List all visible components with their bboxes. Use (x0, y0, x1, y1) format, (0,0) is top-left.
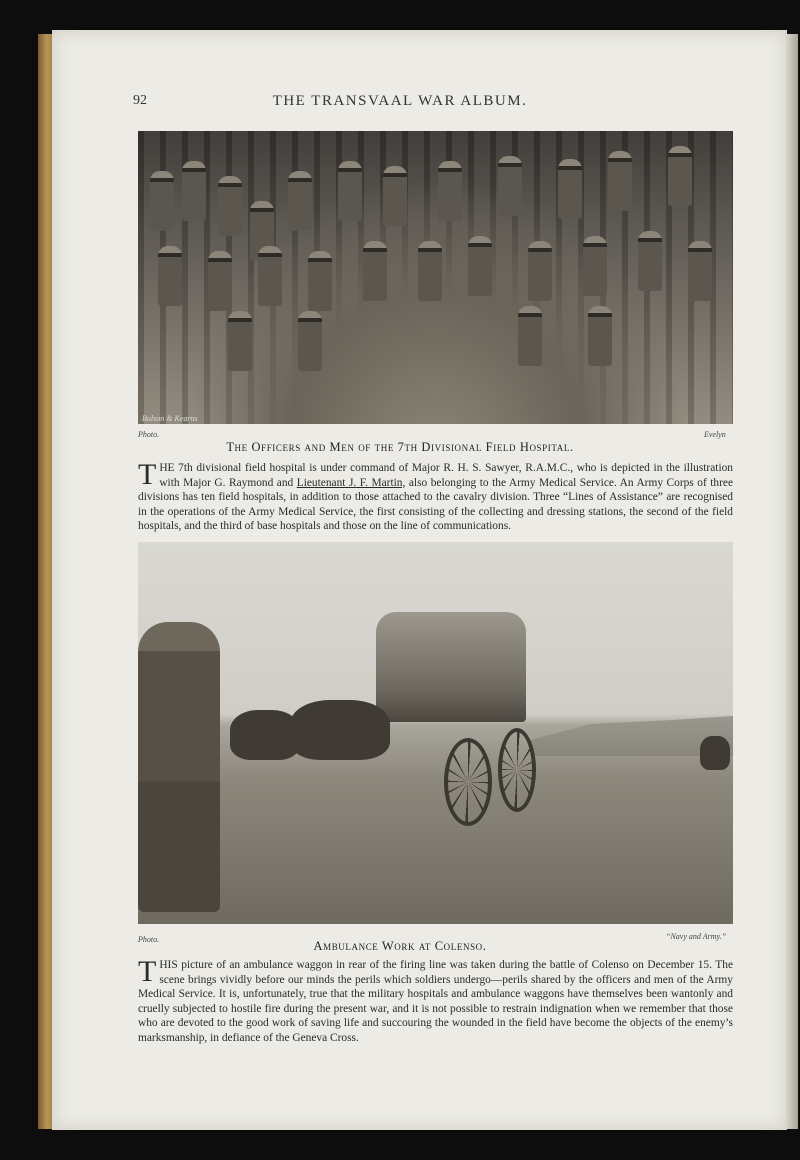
photo-credit-right: Evelyn (704, 430, 726, 439)
soldier-figure (338, 161, 362, 221)
soldier-figure (438, 161, 462, 221)
soldier-figure (688, 241, 712, 301)
paragraph-text: HE 7th divisional field hospital is under command of Major R. H. S. Sawyer, R.A.M.C., who is depicted in the illustration with Major G. Raymond and (159, 462, 733, 489)
mule (290, 700, 390, 760)
page-header (0, 93, 800, 113)
soldier-figure (528, 241, 552, 301)
soldier-figure (298, 311, 322, 371)
photo-credit-left: Photo. (138, 430, 160, 439)
soldier-figure (518, 306, 542, 366)
soldier-figure (383, 166, 407, 226)
page-number: 92 (133, 93, 147, 108)
page-edge (786, 34, 798, 1129)
wagon-wheel (444, 738, 492, 826)
paragraph-text: also belonging to the Army Medical Service. An Army Corps of three divisions has ten field hospitals, in addition to those attached to the cavalry division. Three “Lines of Assistance” are recognised in the operations of the Army Medical Service, the first consisting of the collecting and dressing stations, the second of the field hospitals, and the third of base hospitals and those on the line of communications. (138, 476, 733, 532)
soldier-figure (258, 246, 282, 306)
photo-caption: The Officers and Men of the 7th Divisional Field Hospital. (226, 440, 574, 454)
photo-caption: Ambulance Work at Colenso. (313, 939, 487, 953)
underlined-name: Lieutenant J. F. Martin, (296, 476, 406, 489)
soldier-figure (288, 171, 312, 231)
foreground-soldier (138, 622, 220, 912)
running-title: THE TRANSVAAL WAR ALBUM. (272, 93, 528, 109)
soldier-figure (363, 241, 387, 301)
soldier-figure (588, 306, 612, 366)
photo-credit-right: “Navy and Army.” (666, 932, 727, 941)
soldier-figure (498, 156, 522, 216)
soldier-figure (228, 311, 252, 371)
soldier-figure (418, 241, 442, 301)
ambulance-photograph (138, 542, 733, 924)
distant-horses (700, 736, 730, 770)
studio-mark: Bulson & Kearns (142, 414, 198, 423)
drop-cap: T (138, 458, 157, 491)
paragraph-text: HIS picture of an ambulance waggon in rear of the firing line was taken during the battle of Colenso on December 15. The scene brings vividly before our minds the perils which soldiers undergo—perils shared by the officers and men of the Army Medical Service. It is, unfortunately, true that the military hospitals and ambulance waggons have themselves been wantonly and cruelly subjected to hostile fire during the present war, and it is not possible to restrain indignation when we remember that those who are devoted to the good work of saving life and succouring the wounded in the field have become the objects of the enemy’s marksmanship, in defiance of the Geneva Cross. (138, 959, 733, 1044)
soldier-figure (638, 231, 662, 291)
soldier-figure (208, 251, 232, 311)
paragraph (138, 458, 733, 534)
soldier-figure (668, 146, 692, 206)
group-photograph (138, 131, 733, 424)
soldier-figure (583, 236, 607, 296)
ambulance-wagon (376, 612, 526, 722)
photo-credit-left: Photo. (138, 935, 160, 944)
soldier-figure (608, 151, 632, 211)
soldier-figure (218, 176, 242, 236)
paragraph (138, 955, 733, 1045)
drop-cap: T (138, 955, 157, 988)
soldier-figure (150, 171, 174, 231)
soldier-figure (558, 159, 582, 219)
soldier-figure (468, 236, 492, 296)
soldier-figure (158, 246, 182, 306)
mule (230, 710, 300, 760)
soldier-figure (182, 161, 206, 221)
wagon-wheel (498, 728, 536, 812)
soldier-figure (308, 251, 332, 311)
